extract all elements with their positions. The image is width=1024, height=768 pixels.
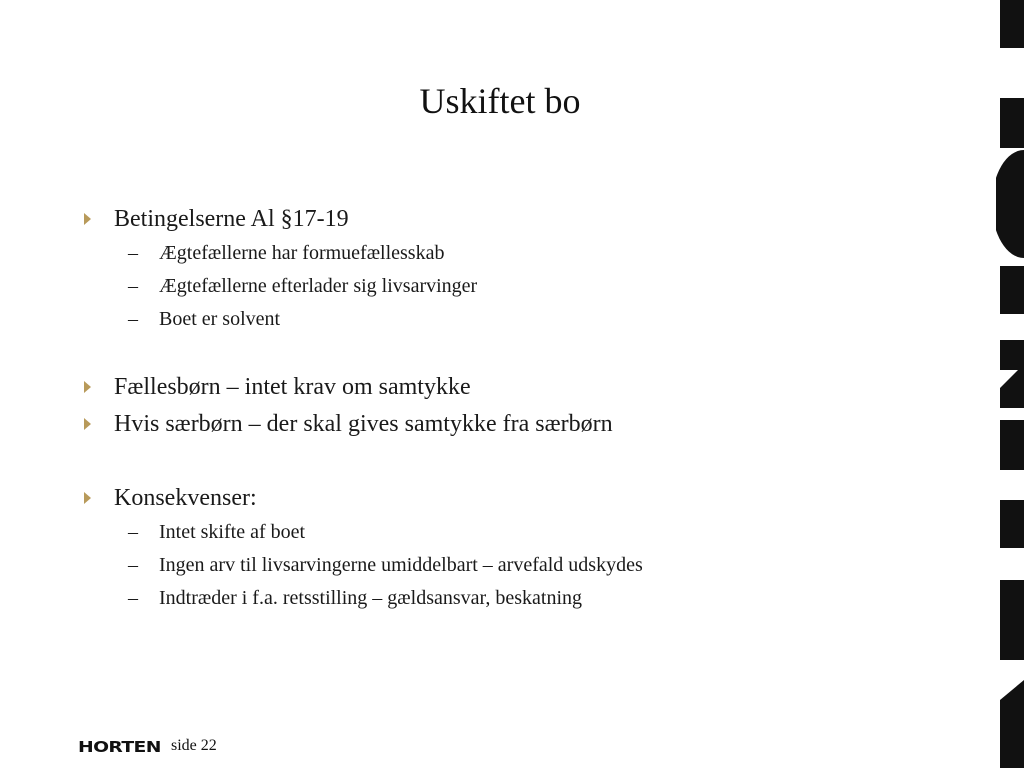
sub-text: Ægtefællerne efterlader sig livsarvinger [159,275,478,297]
sub-dash: – [128,308,138,330]
bullet-text: Hvis særbørn – der skal gives samtykke fra særbørn [114,411,613,437]
sub-dash: – [128,587,138,609]
sub-text: Ingen arv til livsarvingerne umiddelbart – arvefald udskydes [159,554,643,576]
bullet-text: Betingelserne Al §17-19 [114,206,349,232]
bullet-triangle-icon [84,381,91,393]
slide-title: Uskiftet bo [419,81,581,121]
sub-text: Indtræder i f.a. retsstilling – gældsansvar, beskatning [159,587,583,609]
sub-dash: – [128,242,138,264]
bullet-text: Konsekvenser: [114,485,257,511]
bullet-triangle-icon [84,492,91,504]
sub-text: Intet skifte af boet [159,521,306,543]
sub-text: Ægtefællerne har formuefællesskab [159,242,445,264]
page-number: side 22 [171,737,217,754]
bullet-text: Fællesbørn – intet krav om samtykke [114,374,471,400]
bullet-triangle-icon [84,418,91,430]
sub-text: Boet er solvent [159,308,281,330]
sub-dash: – [128,275,138,297]
sub-dash: – [128,554,138,576]
brand-letters-decoration [996,0,1024,768]
sub-dash: – [128,521,138,543]
bullet-triangle-icon [84,213,91,225]
horten-logo: HORTEN [78,738,161,756]
